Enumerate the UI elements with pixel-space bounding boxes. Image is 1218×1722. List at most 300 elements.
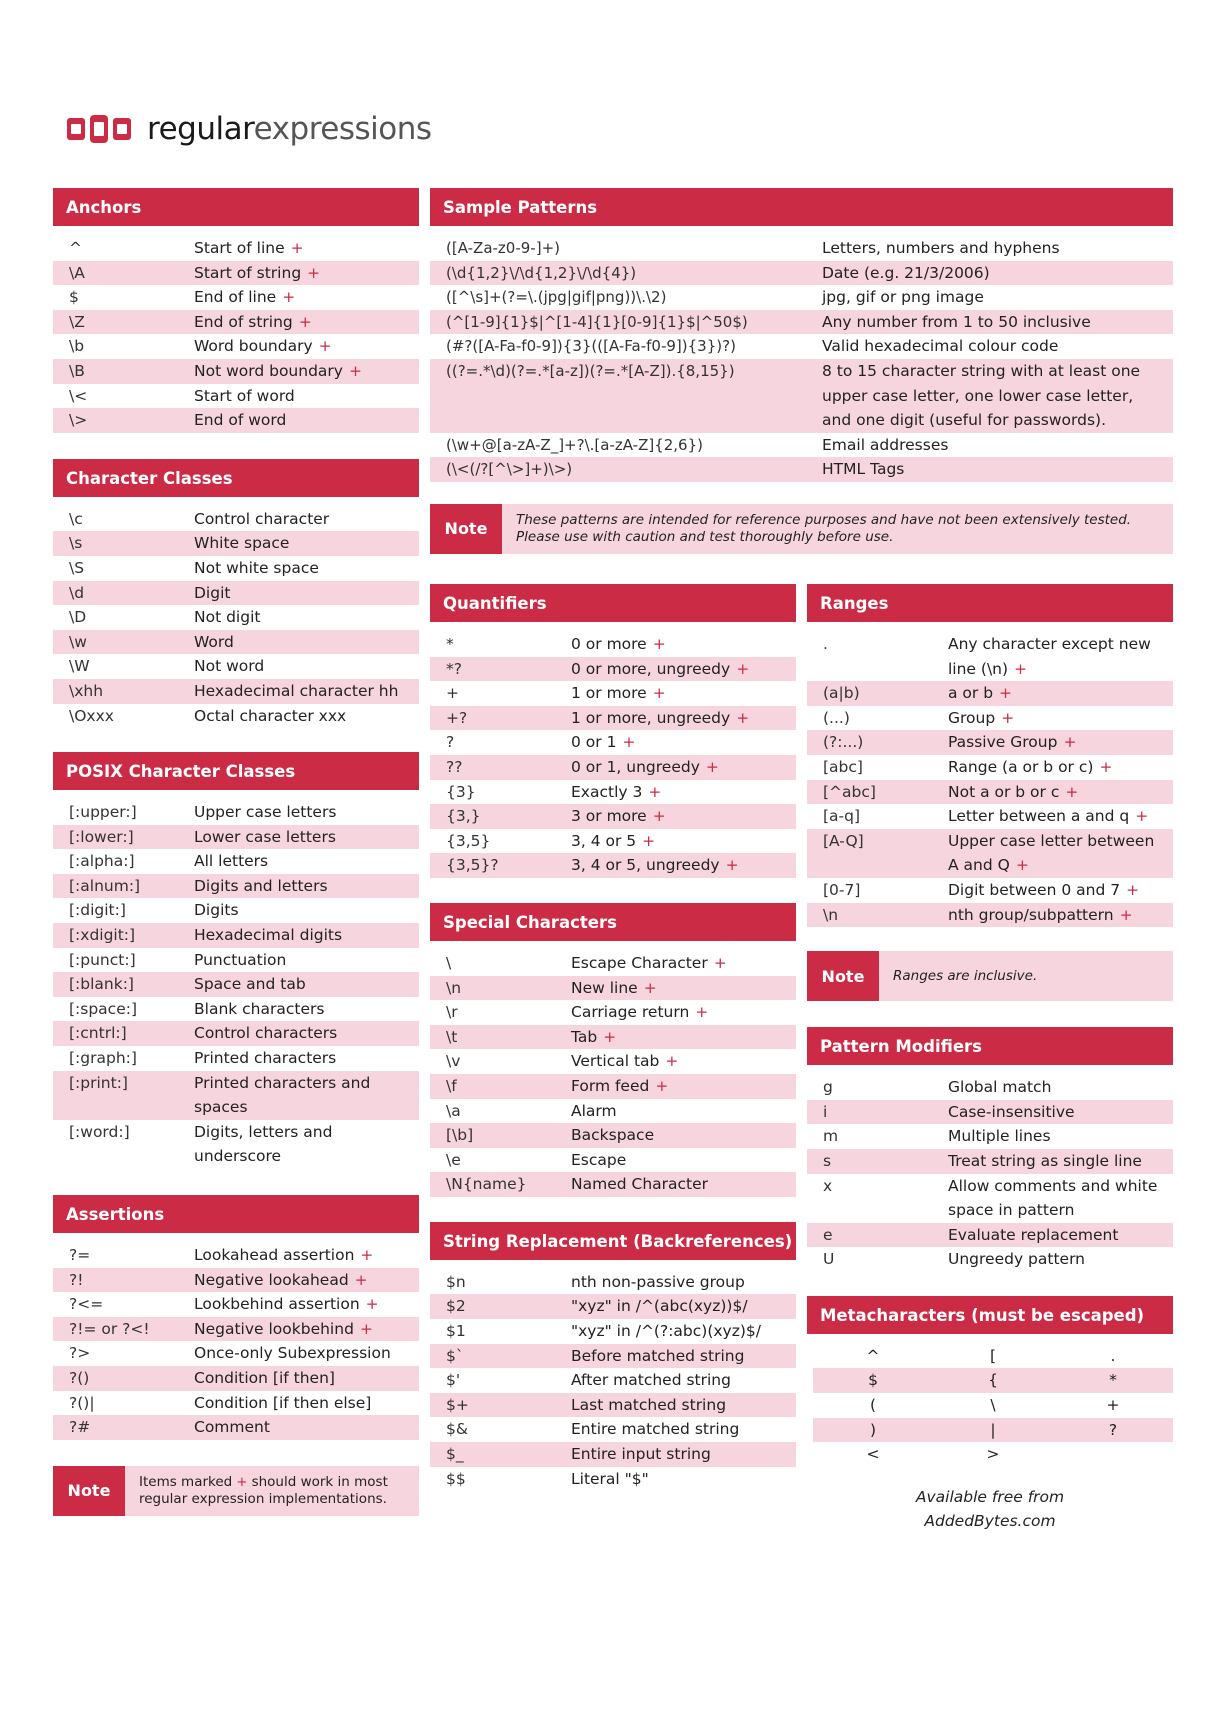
table-row xyxy=(430,1294,796,1319)
row-description: a or b + xyxy=(948,684,1013,703)
row-description: Escape Character + xyxy=(571,953,727,972)
row-key: {3} xyxy=(446,782,476,801)
metacharacter: | xyxy=(990,1420,996,1439)
plus-mark: + xyxy=(695,1003,709,1022)
table-row xyxy=(430,1467,796,1492)
ranges-section xyxy=(807,584,1173,927)
row-description: 0 or more + xyxy=(571,635,666,653)
table-row xyxy=(430,730,796,755)
row-key: $ xyxy=(69,288,79,307)
plus-mark: + xyxy=(1063,733,1077,752)
row-description: Not a or b or c + xyxy=(948,782,1079,801)
table-rows xyxy=(53,236,419,433)
table-row xyxy=(53,704,419,729)
row-description: Last matched string xyxy=(571,1395,727,1414)
table-row xyxy=(53,581,419,606)
metacharacter: + xyxy=(1106,1396,1120,1415)
row-key: \< xyxy=(69,386,88,405)
footer-line-2: AddedBytes.com xyxy=(924,1512,1056,1531)
row-key: [:digit:] xyxy=(69,901,126,920)
table-row xyxy=(430,1344,796,1369)
table-row xyxy=(430,1172,796,1197)
row-key: [:alpha:] xyxy=(69,852,135,871)
row-description: Not word xyxy=(194,657,265,676)
plus-mark: + xyxy=(622,733,636,752)
plus-mark: + xyxy=(736,708,750,727)
row-key: \Z xyxy=(69,312,85,331)
section-header: Quantifiers xyxy=(430,584,796,622)
metacharacter-row xyxy=(813,1393,1173,1418)
row-description: Ungreedy pattern xyxy=(948,1250,1086,1269)
row-description: Start of string + xyxy=(194,263,321,282)
section-header: Character Classes xyxy=(53,459,419,497)
table-row xyxy=(430,1417,796,1442)
table-row xyxy=(53,825,419,850)
quantifiers-section xyxy=(430,584,796,878)
table-row xyxy=(53,556,419,581)
table-row xyxy=(430,1148,796,1173)
table-row xyxy=(53,236,419,261)
note-box xyxy=(807,951,1173,1001)
note-label: Note xyxy=(430,504,502,554)
row-key: [a-q] xyxy=(823,807,861,826)
row-description: Digits, letters and underscore xyxy=(194,1122,333,1166)
row-key: +? xyxy=(446,708,468,727)
assertions-section xyxy=(53,1195,419,1440)
table-rows xyxy=(53,507,419,728)
metacharacters-grid xyxy=(807,1344,1173,1467)
row-key: ?= xyxy=(69,1246,91,1264)
row-description: Not white space xyxy=(194,558,319,577)
table-row xyxy=(430,359,1173,433)
row-key: ?? xyxy=(446,757,463,776)
row-description: Date (e.g. 21/3/2006) xyxy=(822,263,990,282)
row-key: \n xyxy=(823,905,839,924)
table-rows xyxy=(807,1075,1173,1272)
table-row xyxy=(53,1391,419,1416)
metacharacters-section xyxy=(807,1296,1173,1467)
table-row xyxy=(430,1049,796,1074)
row-description: Entire matched string xyxy=(571,1420,740,1439)
metacharacter: > xyxy=(986,1445,1000,1464)
row-description: "xyz" in /^(abc(xyz))$/ xyxy=(571,1297,748,1316)
table-row xyxy=(53,997,419,1022)
row-key: $& xyxy=(446,1420,468,1439)
row-description: After matched string xyxy=(571,1371,731,1390)
row-description: Start of word xyxy=(194,386,295,405)
table-row xyxy=(430,1393,796,1418)
row-description: Email addresses xyxy=(822,435,949,454)
row-description: Lookbehind assertion + xyxy=(194,1295,379,1314)
row-key: $1 xyxy=(446,1322,466,1341)
row-key: \c xyxy=(69,509,83,528)
row-key: [:cntrl:] xyxy=(69,1024,127,1043)
row-description: Printed characters and spaces xyxy=(194,1073,371,1117)
row-key: \s xyxy=(69,534,83,553)
row-key: (\w+@[a-zA-Z_]+?\.[a-zA-Z]{2,6}) xyxy=(446,435,703,454)
row-description: Allow comments and white space in pattern xyxy=(948,1176,1158,1220)
metacharacter: \ xyxy=(990,1396,996,1415)
table-row xyxy=(807,1100,1173,1125)
row-key: ((?=.*\d)(?=.*[a-z])(?=.*[A-Z]).{8,15}) xyxy=(446,361,735,380)
table-row xyxy=(430,657,796,682)
table-row xyxy=(430,706,796,731)
row-key: (\d{1,2}\/\d{1,2}\/\d{4}) xyxy=(446,263,637,282)
character-classes-section xyxy=(53,459,419,728)
plus-mark: + xyxy=(1015,856,1029,875)
row-description: Literal "$" xyxy=(571,1469,649,1488)
section-header: Pattern Modifiers xyxy=(807,1027,1173,1065)
row-key: {3,5} xyxy=(446,831,491,850)
table-row xyxy=(53,800,419,825)
sample-patterns-section xyxy=(430,188,1173,554)
row-key: U xyxy=(823,1250,835,1269)
table-row xyxy=(53,261,419,286)
table-row xyxy=(807,1223,1173,1248)
table-rows xyxy=(807,632,1173,927)
row-key: \t xyxy=(446,1027,458,1046)
metacharacter: { xyxy=(988,1371,998,1390)
row-key: \w xyxy=(69,632,87,651)
plus-mark: + xyxy=(1119,905,1133,924)
table-row xyxy=(430,632,796,657)
row-key: $' xyxy=(446,1371,461,1390)
row-key: \a xyxy=(446,1101,461,1120)
row-description: Digit between 0 and 7 + xyxy=(948,880,1140,899)
row-key: \d xyxy=(69,583,85,602)
row-key: \n xyxy=(446,978,462,997)
footer-line-1: Available free from xyxy=(915,1487,1065,1506)
metacharacter xyxy=(1053,1442,1173,1467)
table-row xyxy=(807,1075,1173,1100)
table-row xyxy=(53,359,419,384)
metacharacter: [ xyxy=(989,1346,997,1365)
row-description: Any number from 1 to 50 inclusive xyxy=(822,312,1091,331)
table-row xyxy=(807,755,1173,780)
row-key: ? xyxy=(446,733,455,752)
plus-mark: + xyxy=(318,337,332,356)
table-row xyxy=(430,236,1173,261)
row-description: Word boundary + xyxy=(194,337,332,356)
plus-mark: + xyxy=(1135,807,1149,826)
row-key: * xyxy=(446,635,454,653)
table-row xyxy=(53,334,419,359)
row-description: Case-insensitive xyxy=(948,1102,1075,1121)
row-key: \A xyxy=(69,263,85,282)
table-row xyxy=(53,310,419,335)
row-key: [:lower:] xyxy=(69,827,134,846)
plus-mark: + xyxy=(1014,659,1028,678)
brand-wordmark: regularexpressions xyxy=(147,111,432,147)
row-key: i xyxy=(823,1102,828,1121)
table-row xyxy=(53,531,419,556)
row-key: [:alnum:] xyxy=(69,876,141,895)
metacharacter: ? xyxy=(1108,1420,1118,1439)
row-description: Control characters xyxy=(194,1024,338,1043)
row-key: $+ xyxy=(446,1395,469,1414)
row-description: Exactly 3 + xyxy=(571,782,662,801)
row-description: Condition [if then else] xyxy=(194,1393,372,1412)
table-row xyxy=(53,654,419,679)
plus-mark: + xyxy=(652,635,666,653)
table-row xyxy=(53,605,419,630)
column-right xyxy=(807,584,1173,1534)
table-row xyxy=(430,1270,796,1295)
row-description: Evaluate replacement xyxy=(948,1225,1119,1244)
row-description: Negative lookahead + xyxy=(194,1270,368,1289)
metacharacter: $ xyxy=(868,1371,878,1390)
row-key: \e xyxy=(446,1150,461,1169)
row-key: [\b] xyxy=(446,1126,474,1145)
section-header: POSIX Character Classes xyxy=(53,752,419,790)
table-row xyxy=(53,874,419,899)
row-key: $n xyxy=(446,1272,466,1291)
table-row xyxy=(53,1292,419,1317)
table-row xyxy=(430,261,1173,286)
table-row xyxy=(53,384,419,409)
table-row xyxy=(53,1366,419,1391)
table-row xyxy=(430,1123,796,1148)
table-rows xyxy=(430,632,796,878)
row-key: \Oxxx xyxy=(69,706,114,725)
special-characters-section xyxy=(430,903,796,1197)
plus-mark: + xyxy=(298,312,312,331)
metacharacter: * xyxy=(1109,1371,1117,1390)
row-key: *? xyxy=(446,659,462,678)
table-row xyxy=(53,1268,419,1293)
row-description: Letters, numbers and hyphens xyxy=(822,239,1060,257)
row-key: (...) xyxy=(823,708,850,727)
plus-mark: + xyxy=(290,239,304,257)
plus-mark: + xyxy=(652,684,666,703)
row-description: Form feed + xyxy=(571,1076,669,1095)
row-description: 3 or more + xyxy=(571,807,666,826)
table-row xyxy=(807,632,1173,681)
row-key: (\<(/?[^\>]+)\>) xyxy=(446,460,573,479)
row-key: [:punct:] xyxy=(69,950,136,969)
row-description: Space and tab xyxy=(194,975,306,994)
table-rows xyxy=(53,1243,419,1440)
row-description: Carriage return + xyxy=(571,1003,709,1022)
table-row xyxy=(430,1074,796,1099)
table-row xyxy=(430,310,1173,335)
row-key: $$ xyxy=(446,1469,466,1488)
row-description: Octal character xxx xyxy=(194,706,347,725)
table-row xyxy=(807,1174,1173,1223)
logo-icon xyxy=(67,112,131,146)
row-description: nth group/subpattern + xyxy=(948,905,1133,924)
table-row xyxy=(53,1317,419,1342)
row-key: s xyxy=(823,1151,832,1170)
row-description: Blank characters xyxy=(194,999,325,1018)
plus-mark: + xyxy=(359,1319,373,1338)
plus-mark: + xyxy=(705,757,719,776)
row-description: Not digit xyxy=(194,608,261,627)
row-key: [:space:] xyxy=(69,999,138,1018)
row-description: Escape xyxy=(571,1150,627,1169)
section-header: Assertions xyxy=(53,1195,419,1233)
plus-mark: + xyxy=(1065,782,1079,801)
pattern-modifiers-section xyxy=(807,1027,1173,1272)
row-key: [:upper:] xyxy=(69,803,137,822)
table-row xyxy=(807,903,1173,928)
metacharacter: . xyxy=(1110,1346,1116,1365)
row-key: {3,} xyxy=(446,807,481,826)
row-key: \v xyxy=(446,1052,461,1071)
row-key: $` xyxy=(446,1346,464,1365)
row-key: \> xyxy=(69,411,88,430)
note-text: Ranges are inclusive. xyxy=(893,967,1038,984)
row-key: \r xyxy=(446,1003,458,1022)
table-row xyxy=(807,878,1173,903)
row-description: Condition [if then] xyxy=(194,1368,335,1387)
row-description: Lookahead assertion + xyxy=(194,1246,374,1264)
table-row xyxy=(430,976,796,1001)
plus-mark: + xyxy=(642,831,656,850)
row-key: (a|b) xyxy=(823,684,860,703)
section-header: Metacharacters (must be escaped) xyxy=(807,1296,1173,1334)
table-row xyxy=(53,898,419,923)
table-row xyxy=(807,780,1173,805)
metacharacter-row xyxy=(813,1442,1173,1467)
row-key: \N{name} xyxy=(446,1175,527,1194)
row-key: [:blank:] xyxy=(69,975,134,994)
metacharacter: < xyxy=(866,1445,880,1464)
row-description: 8 to 15 character string with at least one upper case letter, one lower case letter, and one digit (useful for passwords). xyxy=(822,361,1141,430)
row-key: (#?([A-Fa-f0-9]){3}(([A-Fa-f0-9]){3})?) xyxy=(446,337,736,356)
table-row xyxy=(53,923,419,948)
table-row xyxy=(807,1149,1173,1174)
row-description: New line + xyxy=(571,978,657,997)
row-key: m xyxy=(823,1127,839,1146)
row-key: (?:...) xyxy=(823,733,864,752)
row-key: [abc] xyxy=(823,757,863,776)
section-header: Special Characters xyxy=(430,903,796,941)
row-description: 0 or 1, ungreedy + xyxy=(571,757,719,776)
table-row xyxy=(430,755,796,780)
row-key: \ xyxy=(446,953,452,972)
section-header: Ranges xyxy=(807,584,1173,622)
row-key: [^abc] xyxy=(823,782,876,801)
plus-mark: + xyxy=(354,1270,368,1289)
row-description: Digits and letters xyxy=(194,876,328,895)
plus-mark: + xyxy=(603,1027,617,1046)
metacharacter: ( xyxy=(869,1396,877,1415)
string-replacement-section xyxy=(430,1222,796,1491)
table-rows xyxy=(430,1270,796,1491)
row-description: Not word boundary + xyxy=(194,361,362,380)
row-key: ?()| xyxy=(69,1393,95,1412)
row-key: ?# xyxy=(69,1418,91,1437)
table-rows xyxy=(53,800,419,1169)
table-row xyxy=(53,507,419,532)
plus-mark: + xyxy=(1001,708,1015,727)
row-description: 0 or more, ungreedy + xyxy=(571,659,750,678)
row-description: Negative lookbehind + xyxy=(194,1319,373,1338)
plus-mark: + xyxy=(999,684,1013,703)
row-key: ?!= or ?<! xyxy=(69,1319,150,1338)
table-row xyxy=(430,780,796,805)
note-box xyxy=(430,504,1173,554)
row-key: $2 xyxy=(446,1297,466,1316)
row-description: 3, 4 or 5 + xyxy=(571,831,656,850)
row-description: Upper case letter between A and Q + xyxy=(948,831,1155,875)
row-description: Start of line + xyxy=(194,239,304,257)
row-description: Any character except new line (\n) + xyxy=(948,635,1151,678)
row-key: ?! xyxy=(69,1270,84,1289)
plus-mark: + xyxy=(643,978,657,997)
row-description: jpg, gif or png image xyxy=(822,288,984,307)
row-description: Named Character xyxy=(571,1175,709,1194)
row-description: Printed characters xyxy=(194,1049,337,1068)
section-header: String Replacement (Backreferences) xyxy=(430,1222,796,1260)
row-description: nth non-passive group xyxy=(571,1272,745,1291)
row-key: ^ xyxy=(69,239,82,257)
row-key: x xyxy=(823,1176,833,1195)
metacharacter-row xyxy=(813,1368,1173,1393)
plus-mark: + xyxy=(365,1295,379,1314)
row-description: Upper case letters xyxy=(194,803,337,822)
row-description: Punctuation xyxy=(194,950,287,969)
row-description: Vertical tab + xyxy=(571,1052,679,1071)
row-description: End of line + xyxy=(194,288,296,307)
note-text: Items marked + should work in most regular expression implementations. xyxy=(139,1473,388,1507)
table-row xyxy=(53,1071,419,1120)
row-key: g xyxy=(823,1078,833,1097)
plus-mark: + xyxy=(1099,757,1113,776)
row-description: Valid hexadecimal colour code xyxy=(822,337,1059,356)
row-description: Digits xyxy=(194,901,239,920)
table-row xyxy=(807,1124,1173,1149)
table-row xyxy=(807,706,1173,731)
row-key: ([^\s]+(?=\.(jpg|gif|png))\.\2) xyxy=(446,288,667,307)
table-row xyxy=(53,1243,419,1268)
table-row xyxy=(430,1025,796,1050)
row-key: \W xyxy=(69,657,90,676)
row-description: Once-only Subexpression xyxy=(194,1344,391,1363)
row-description: Word xyxy=(194,632,234,651)
row-description: 1 or more, ungreedy + xyxy=(571,708,750,727)
metacharacter: ^ xyxy=(866,1346,880,1365)
footer-credit xyxy=(807,1485,1173,1534)
plus-mark: + xyxy=(1126,880,1140,899)
table-row xyxy=(430,334,1173,359)
row-key: [:print:] xyxy=(69,1073,128,1092)
row-description: Before matched string xyxy=(571,1346,745,1365)
plus-mark: + xyxy=(665,1052,679,1071)
row-description: 0 or 1 + xyxy=(571,733,636,752)
row-key: [:graph:] xyxy=(69,1049,137,1068)
table-row xyxy=(807,804,1173,829)
table-row xyxy=(430,1000,796,1025)
table-row xyxy=(430,1368,796,1393)
note-box xyxy=(53,1466,419,1516)
table-row xyxy=(53,948,419,973)
row-description: Range (a or b or c) + xyxy=(948,757,1113,776)
table-row xyxy=(53,1415,419,1440)
table-row xyxy=(430,433,1173,458)
row-description: All letters xyxy=(194,852,269,871)
table-rows xyxy=(430,236,1173,482)
anchors-section xyxy=(53,188,419,433)
table-row xyxy=(430,457,1173,482)
row-description: Digit xyxy=(194,583,231,602)
row-key: ([A-Za-z0-9-]+) xyxy=(446,239,560,257)
plus-mark: + xyxy=(652,807,666,826)
row-key: . xyxy=(823,635,828,653)
row-key: \xhh xyxy=(69,681,104,700)
row-description: Multiple lines xyxy=(948,1127,1051,1146)
